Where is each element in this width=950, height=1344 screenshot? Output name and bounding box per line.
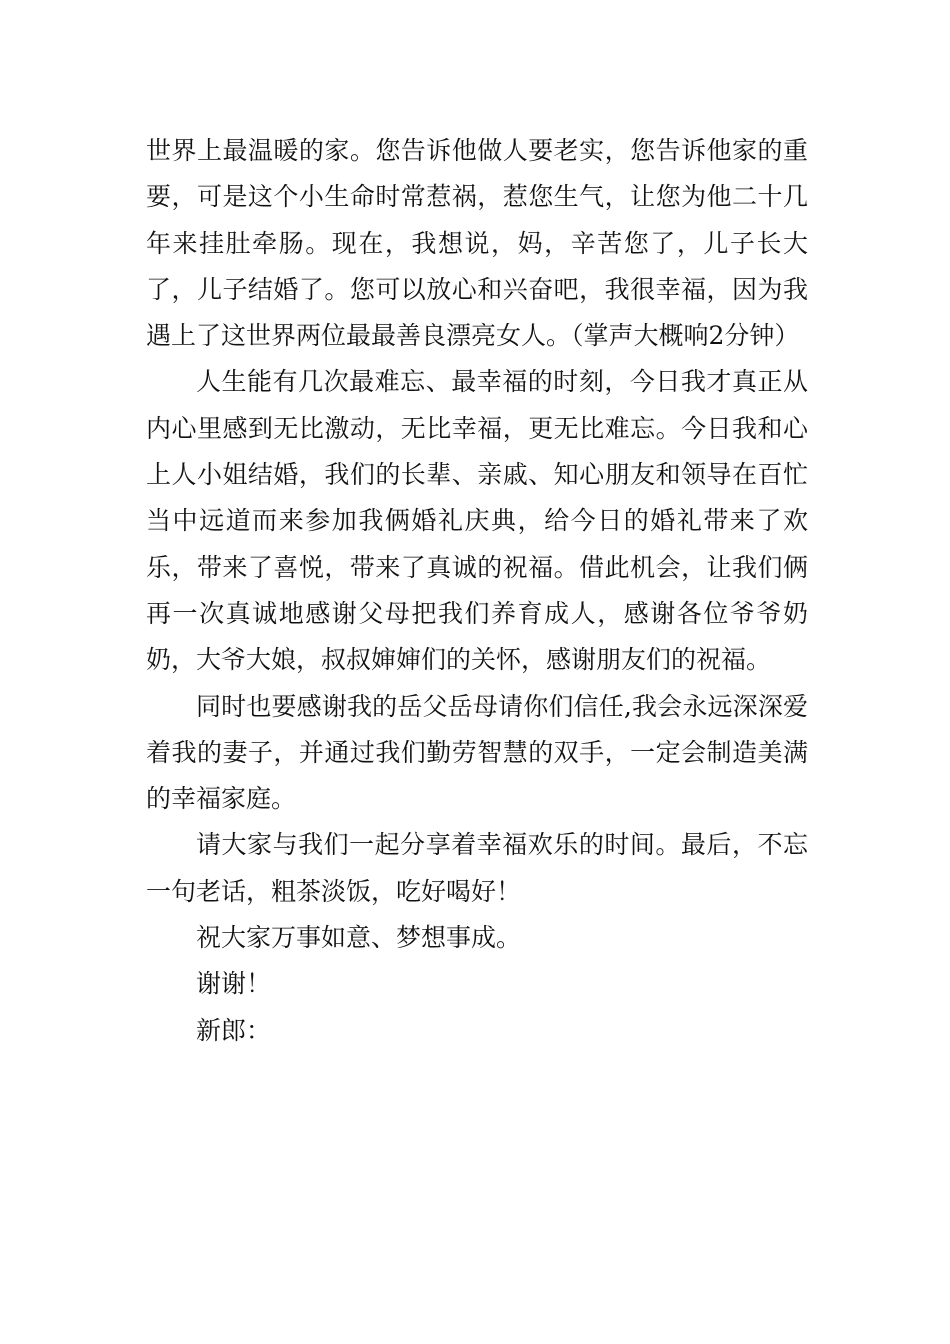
paragraph-groom-signature: 新郎： xyxy=(196,1015,272,1045)
paragraph-thank-you: 谢谢！ xyxy=(196,969,272,999)
paragraph-share-happiness: 请大家与我们一起分享着幸福欢乐的时间。最后，不忘一句老话，粗茶淡饭，吃好喝好！ xyxy=(146,830,808,906)
paragraph-wedding-moment: 人生能有几次最难忘、最幸福的时刻，今日我才真正从内心里感到无比激动，无比幸福，更无比难忘。今日我和心上人小姐结婚，我们的长辈、亲戚、知心朋友和领导在百忙当中远道而来参加我俩婚礼庆典，给今日的婚礼带来了欢乐，带来了喜悦，带来了真诚的祝福。借此机会，让我们俩再一次真诚地感谢父母把我们养育成人，感谢各位爷爷奶奶，大爷大娘，叔叔婶婶们的关怀，感谢朋友们的祝福。 xyxy=(146,367,808,675)
document-body xyxy=(146,128,808,1054)
paragraph-thanks-in-laws: 同时也要感谢我的岳父岳母请你们信任,我会永远深深爱着我的妻子，并通过我们勤劳智慧的双手，一定会制造美满的幸福家庭。 xyxy=(146,691,808,814)
paragraph-continuation: 世界上最温暖的家。您告诉他做人要老实，您告诉他家的重要，可是这个小生命时常惹祸，惹您生气，让您为他二十几年来挂肚牵肠。现在，我想说，妈，辛苦您了，儿子长大了，儿子结婚了。您可以放心和兴奋吧，我很幸福，因为我遇上了这世界两位最最善良漂亮女人。（掌声大概响2分钟） xyxy=(146,136,808,351)
paragraph-wishes: 祝大家万事如意、梦想事成。 xyxy=(196,923,522,953)
